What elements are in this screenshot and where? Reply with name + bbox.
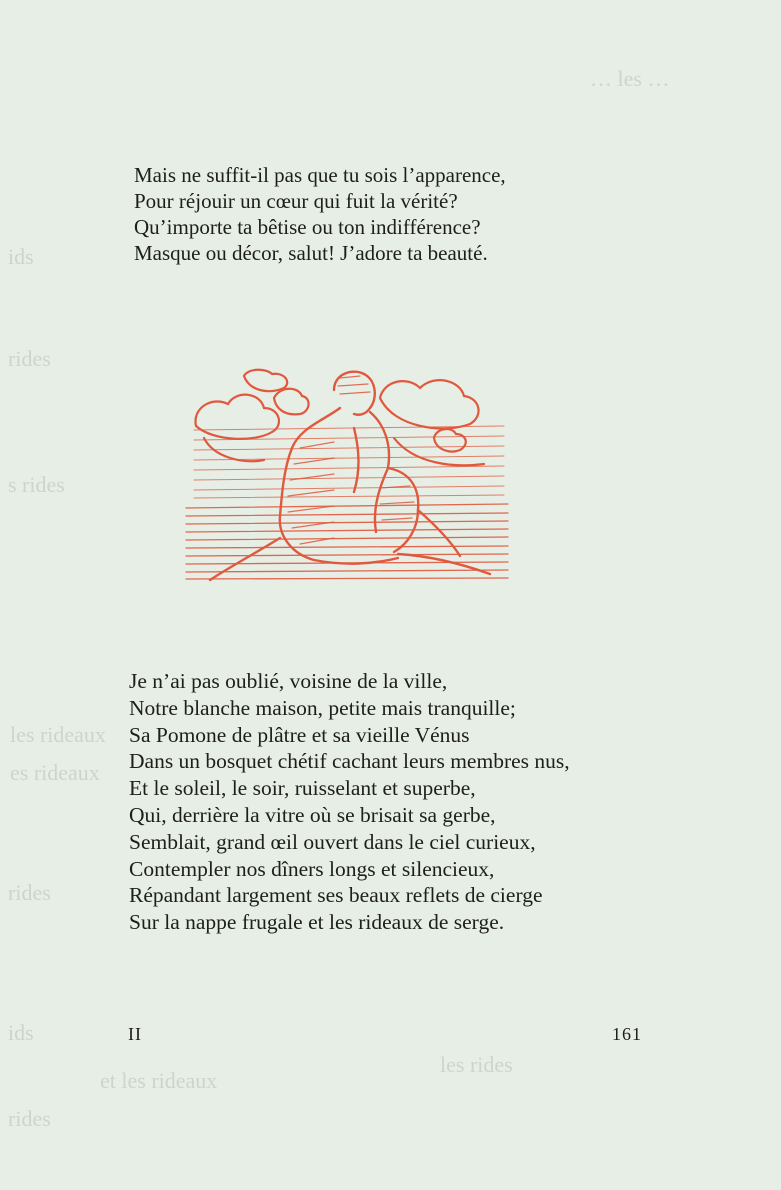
sky-hatching	[194, 426, 504, 498]
bleed-through-text: rides	[8, 880, 51, 905]
sea-hatching	[186, 504, 508, 579]
verse-line: Pour réjouir un cœur qui fuit la vérité?	[134, 189, 458, 213]
verse-line: Répandant largement ses beaux reflets de cierge	[129, 883, 543, 908]
bleed-through-text: rides	[8, 1106, 51, 1131]
verse-line: Contempler nos dîners longs et silencieux,	[129, 856, 495, 881]
verse-line: Masque ou décor, salut! J’adore ta beauté.	[134, 241, 488, 265]
verse-line: Qui, derrière la vitre où se brisait sa gerbe,	[129, 802, 496, 827]
verse-line: Qu’importe ta bêtise ou ton indifférence?	[134, 215, 481, 239]
cloud-shapes	[195, 370, 484, 466]
bleed-through-text: es rideaux	[10, 760, 100, 785]
stanza-2	[129, 668, 570, 936]
verse-line: Sa Pomone de plâtre et sa vieille Vénus	[129, 722, 470, 747]
verse-line: Je n’ai pas oublié, voisine de la ville,	[129, 669, 448, 693]
page-number: 161	[612, 1024, 642, 1044]
bleed-through-text: ids	[8, 1020, 34, 1045]
figure-shading	[288, 376, 414, 544]
bleed-through-text: … les …	[590, 66, 670, 91]
bleed-through-text: rides	[8, 346, 51, 371]
bleed-through-text: ids	[8, 244, 34, 269]
verse-line: Semblait, grand œil ouvert dans le ciel curieux,	[129, 829, 536, 854]
signature-mark: II	[128, 1024, 142, 1044]
verse-line: Dans un bosquet chétif cachant leurs membres nus,	[129, 749, 570, 774]
stanza-1	[134, 162, 506, 266]
figure-outline	[210, 372, 490, 580]
verse-line: Notre blanche maison, petite mais tranquille;	[129, 695, 516, 720]
verse-line: Sur la nappe frugale et les rideaux de serge.	[129, 910, 505, 935]
woodcut-illustration	[184, 368, 510, 586]
bleed-through-text: s rides	[8, 472, 65, 497]
bleed-through-text: et les rideaux	[100, 1068, 218, 1093]
verse-line: Mais ne suffit-il pas que tu sois l’apparence,	[134, 163, 506, 187]
verse-line: Et le soleil, le soir, ruisselant et superbe,	[129, 776, 476, 801]
bleed-through-text: les rideaux	[10, 722, 106, 747]
bleed-through-text: les rides	[440, 1052, 513, 1077]
